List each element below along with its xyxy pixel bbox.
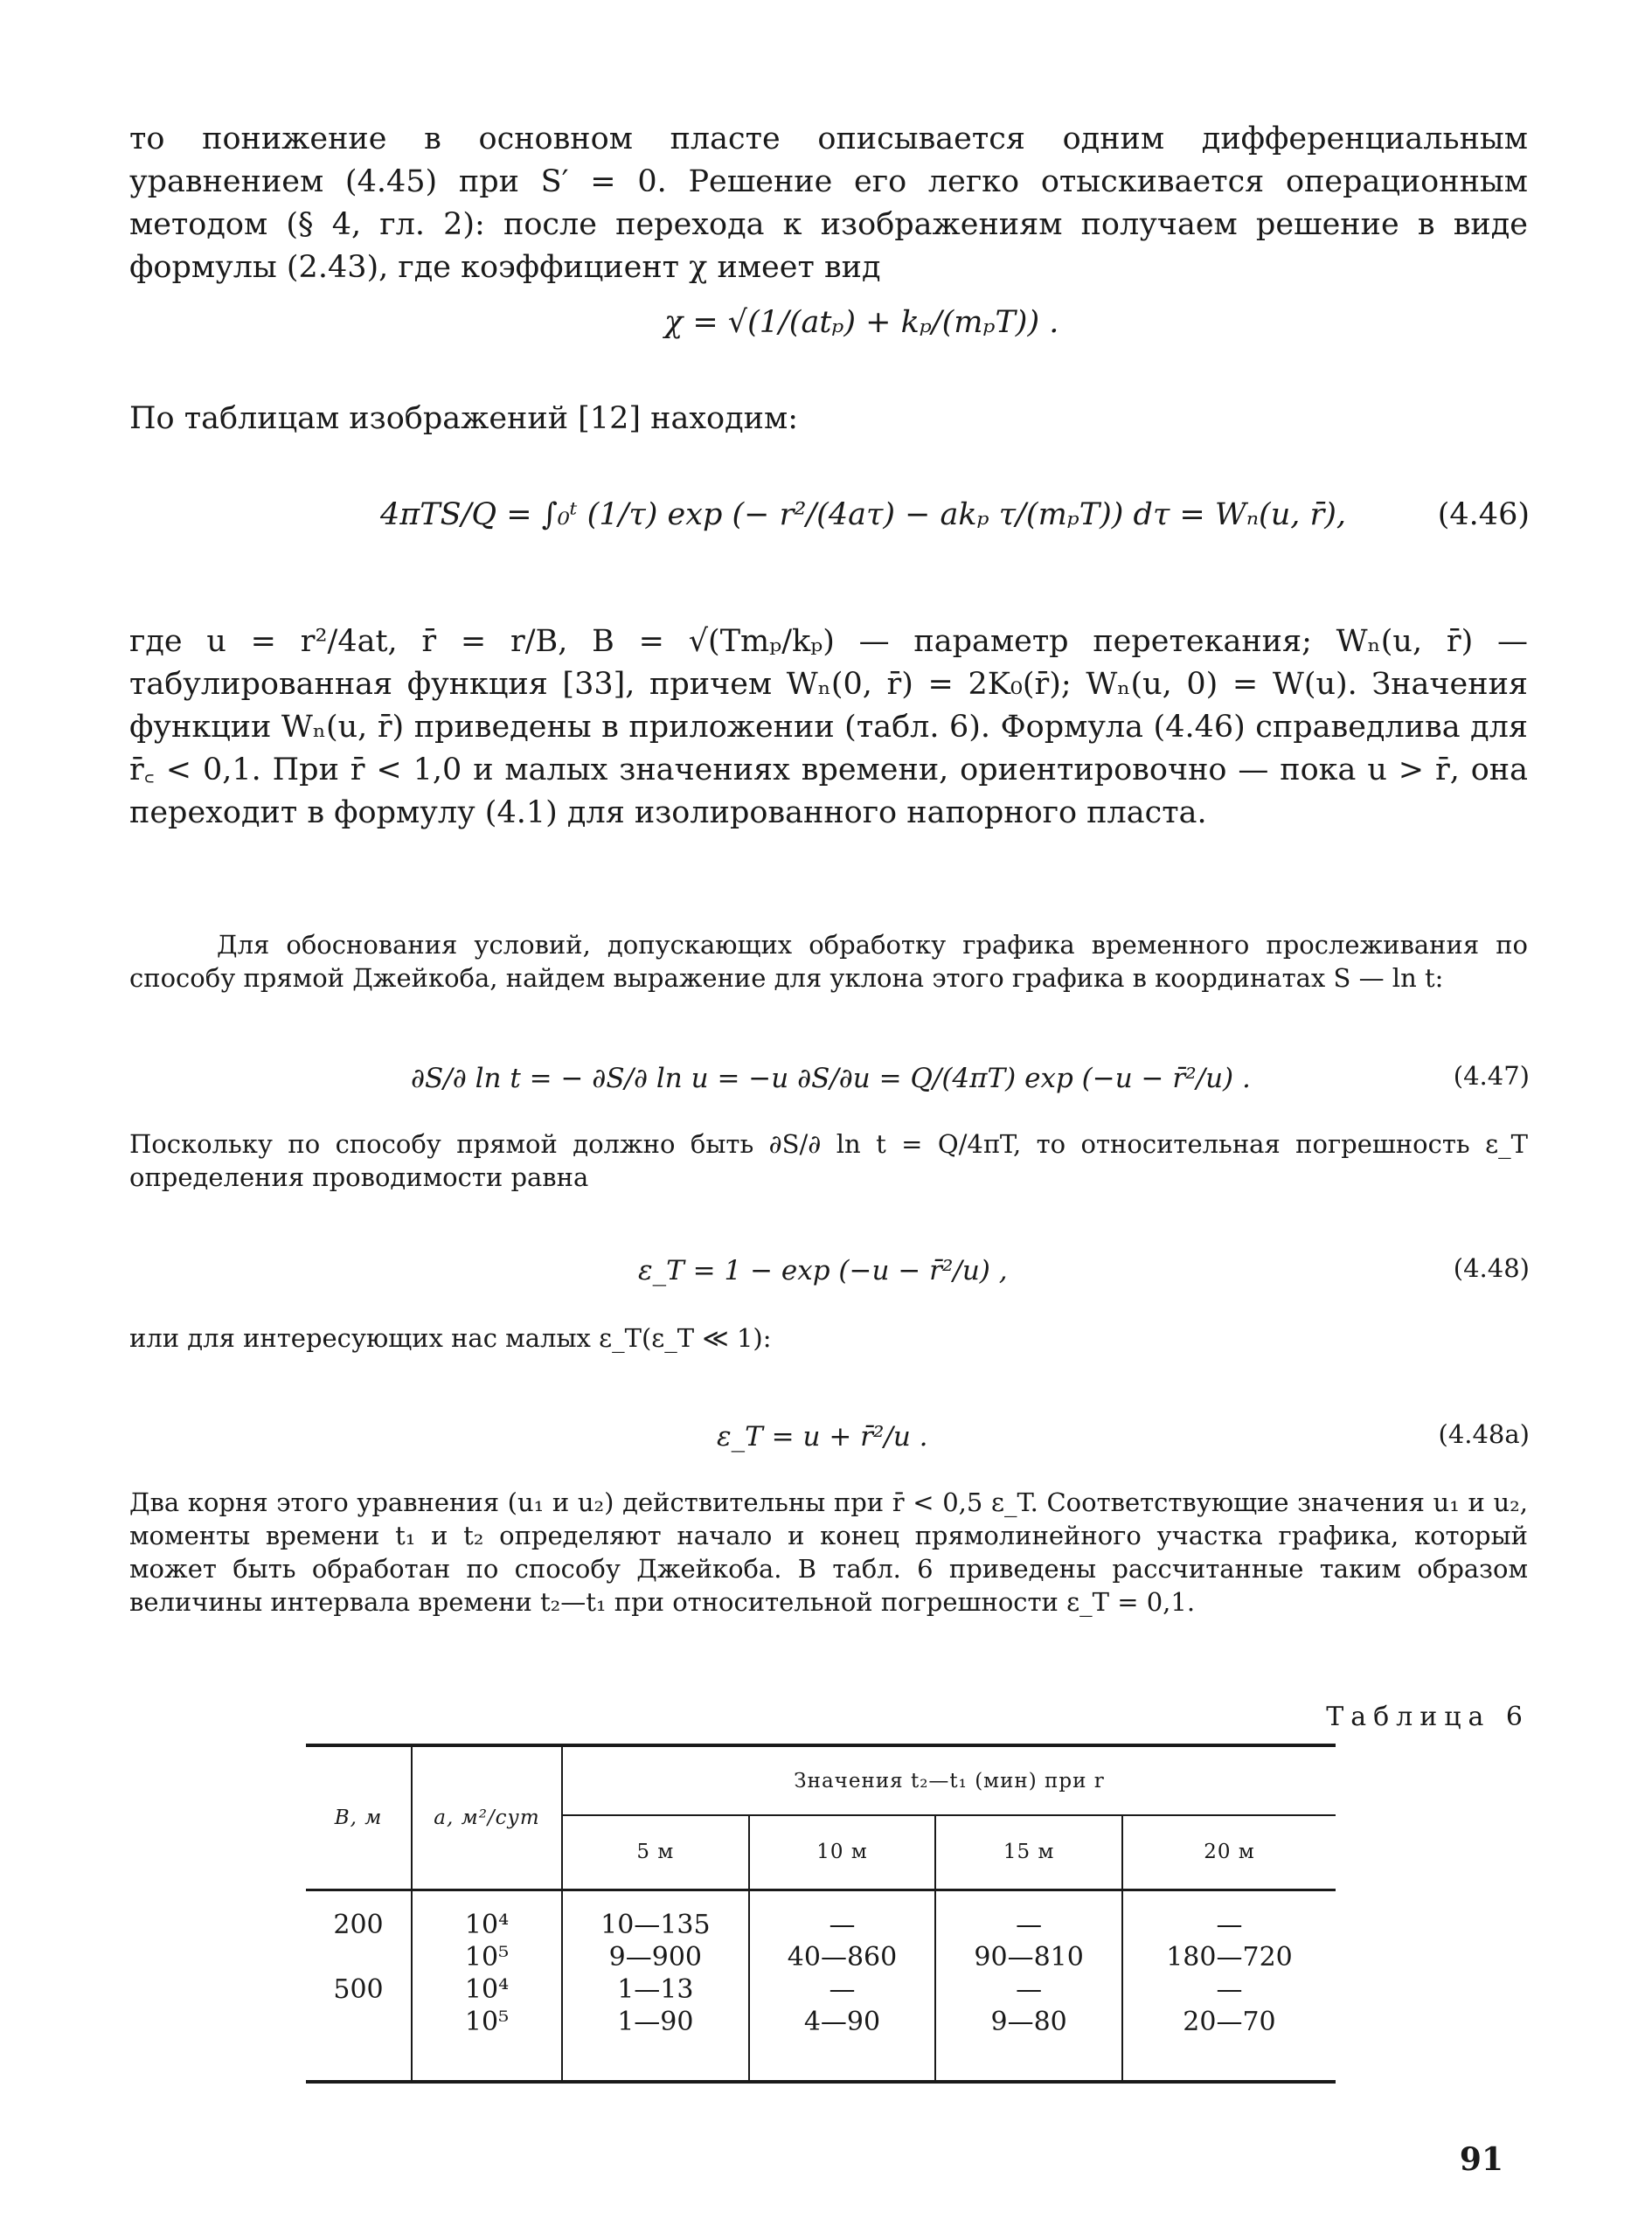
a-value: 10⁵ (464, 2006, 510, 2037)
r10-value: — (829, 1973, 856, 2005)
paragraph-where: где u = r²/4at, r̄ = r/B, B = √(Tmₚ/kₚ) — параметр перетекания; Wₙ(u, r̄) — табулированная функция [33], причем Wₙ(0, r̄) = 2K₀(r̄); Wₙ(u, 0) = W(u). Значения функции Wₙ(u, r̄) приведены в приложении (табл. 6). Формула (4.46) справедлива для r̄꜀ < 0,1. При r̄ < 1,0 и малых значениях времени, ориентировочно — пока u > r̄, она переходит в формулу (4.1) для изолированного напорного пласта. (129, 624, 1528, 830)
header-group: Значения t₂—t₁ (мин) при r (562, 1745, 1336, 1815)
a-value: 10⁴ (464, 1973, 510, 2005)
b-value: 500 (333, 1973, 384, 2005)
r15-value: — (1016, 1973, 1043, 2005)
paragraph-justification: Для обоснования условий, допускающих обработку графика временного прослеживания по способу прямой Джейкоба, найдем выражение для уклона этого графика в координатах S — ln t: (129, 930, 1528, 993)
equation-number-4-47: (4.47) (1453, 1061, 1530, 1091)
header-r5: 5 м (562, 1815, 749, 1890)
r10-value: — (829, 1909, 856, 1940)
cell-b-values (306, 1890, 412, 2082)
equation-4-48: ε_T = 1 − exp (−u − r̄²/u) , (638, 1255, 1008, 1286)
r20-value: 20—70 (1183, 2006, 1276, 2037)
cell-r5-values (562, 1890, 749, 2082)
cell-r10-values (749, 1890, 936, 2082)
equation-4-46: 4πTS/Q = ∫₀ᵗ (1/τ) exp (− r²/(4aτ) − akₚ τ/(mₚT)) dτ = Wₙ(u, r̄), (380, 497, 1346, 532)
a-value: 10⁴ (464, 1909, 510, 1940)
header-b: B, м (306, 1745, 412, 1890)
r20-value: — (1216, 1973, 1243, 2005)
r15-value: 9—80 (990, 2006, 1067, 2037)
equation-4-48a: ε_T = u + r̄²/u . (717, 1421, 928, 1453)
r5-value: 10—135 (600, 1909, 711, 1940)
equation-number-4-46: (4.46) (1437, 497, 1530, 532)
cell-r20-values (1122, 1890, 1336, 2082)
header-r15: 15 м (935, 1815, 1122, 1890)
r20-value: 180—720 (1166, 1941, 1293, 1973)
header-a: a, м²/сут (412, 1745, 562, 1890)
page-number: 91 (1459, 2141, 1503, 2178)
b-value: 200 (333, 1909, 384, 1940)
r20-value: — (1216, 1909, 1243, 1940)
r5-value: 1—90 (617, 2006, 694, 2037)
cell-a-values (412, 1890, 562, 2082)
r5-value: 9—900 (608, 1941, 702, 1973)
paragraph-intro: то понижение в основном пласте описывается одним дифференциальным уравнением (4.45) при S′ = 0. Решение его легко отыскивается операционным методом (§ 4, гл. 2): после перехода к изображениям получаем решение в виде формулы (2.43), где коэффициент χ имеет вид (129, 121, 1528, 285)
equation-number-4-48: (4.48) (1453, 1253, 1530, 1283)
r15-value: — (1016, 1909, 1043, 1940)
cell-r15-values (935, 1890, 1122, 2082)
r5-value: 1—13 (617, 1973, 694, 2005)
r10-value: 4—90 (803, 2006, 881, 2037)
a-value: 10⁵ (464, 1941, 510, 1973)
paragraph-small-error: или для интересующих нас малых ε_T(ε_T ≪ 1): (129, 1323, 772, 1353)
equation-4-47: ∂S/∂ ln t = − ∂S/∂ ln u = −u ∂S/∂u = Q/(4πT) exp (−u − r̄²/u) . (411, 1063, 1251, 1094)
header-r20: 20 м (1122, 1815, 1336, 1890)
paragraph-two-roots: Два корня этого уравнения (u₁ и u₂) действительны при r̄ < 0,5 ε_T. Соответствующие значения u₁ и u₂, моменты времени t₁ и t₂ определяют начало и конец прямолинейного участка графика, который может быть обработан по способу Джейкоба. В табл. 6 приведены рассчитанные таким образом величины интервала времени t₂—t₁ при относительной погрешности ε_T = 0,1. (129, 1487, 1528, 1617)
paragraph-relative-error: Поскольку по способу прямой должно быть ∂S/∂ ln t = Q/4πT, то относительная погрешность ε_T определения проводимости равна (129, 1129, 1528, 1192)
equation-number-4-48a: (4.48a) (1438, 1419, 1530, 1449)
header-r10: 10 м (749, 1815, 936, 1890)
paragraph-tables-images: По таблицам изображений [12] находим: (129, 401, 799, 436)
equation-chi: χ = √(1/(atₚ) + kₚ/(mₚT)) . (664, 305, 1059, 340)
r15-value: 90—810 (974, 1941, 1084, 1973)
r10-value: 40—860 (787, 1941, 898, 1973)
data-table (306, 1744, 1336, 2084)
table-title: Таблица 6 (1326, 1702, 1530, 1732)
